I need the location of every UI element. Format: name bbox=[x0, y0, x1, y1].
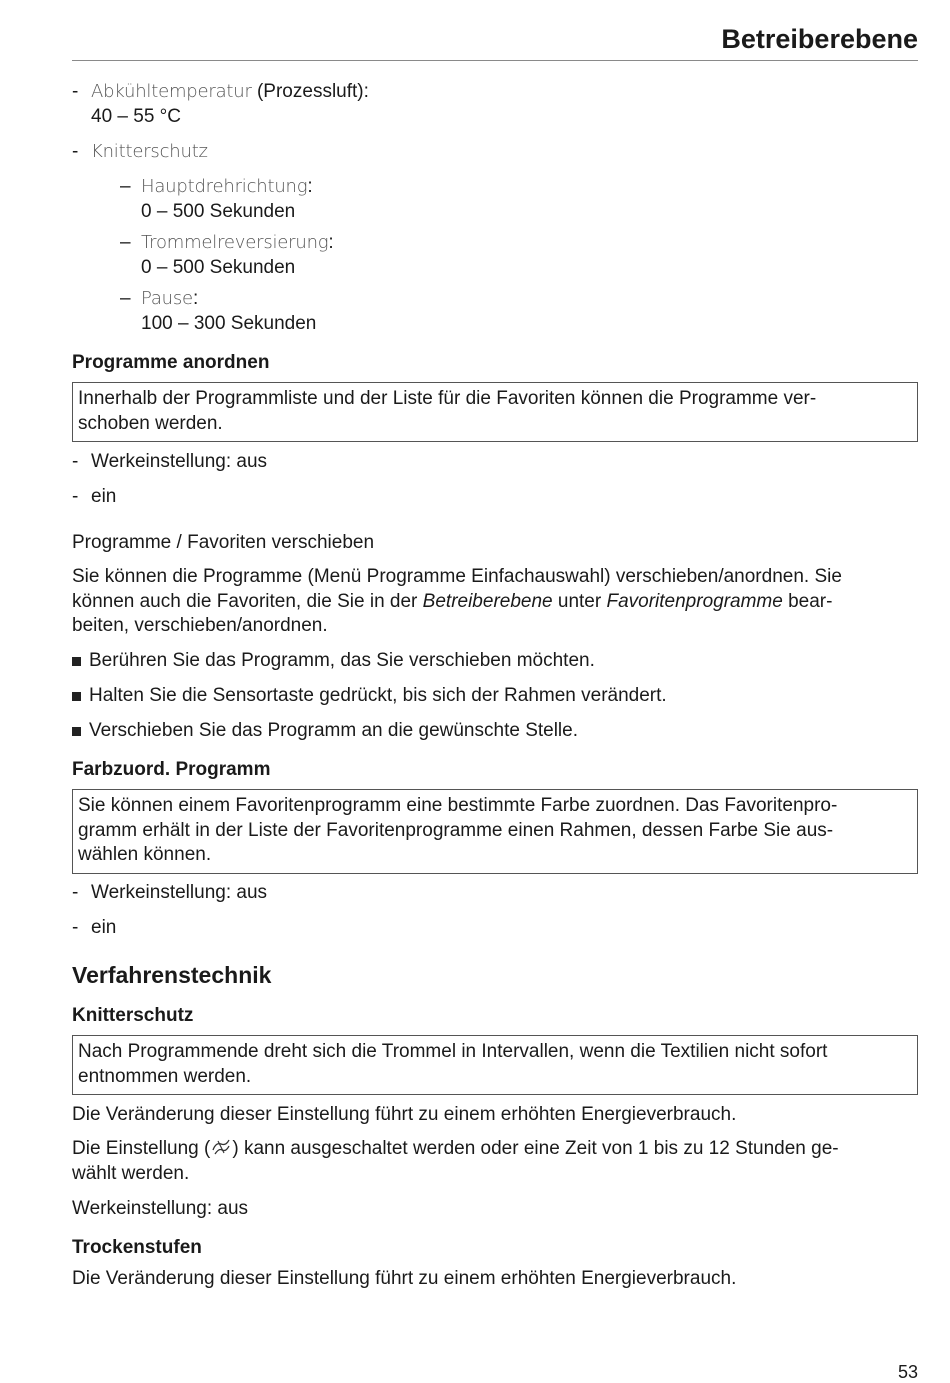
section-heading-programme-anordnen: Programme anordnen bbox=[72, 352, 270, 373]
sublist-item-pause bbox=[141, 287, 198, 311]
sublist-item-value: 100 – 300 Sekunden bbox=[141, 313, 317, 334]
list-item-suffix: (Prozessluft): bbox=[251, 81, 369, 102]
page-header-title: Betreiberebene bbox=[721, 24, 918, 54]
sublist-item-value: 0 – 500 Sekunden bbox=[141, 257, 296, 278]
info-box-line: entnommen werden. bbox=[78, 1065, 252, 1087]
sublist-dash: – bbox=[120, 288, 131, 309]
step-item: Berühren Sie das Programm, das Sie verschieben möchten. bbox=[89, 650, 595, 671]
paragraph-line: beiten, verschieben/anordnen. bbox=[72, 615, 328, 636]
info-box-programme-anordnen bbox=[72, 382, 918, 442]
info-box-line: wählen können. bbox=[78, 844, 212, 865]
list-item-value: 40 – 55 °C bbox=[91, 106, 181, 127]
ui-term: Abkühltemperatur bbox=[91, 81, 252, 102]
option-werkeinstellung: Werkeinstellung: aus bbox=[91, 882, 268, 903]
list-item-abkuehltemperatur bbox=[91, 80, 369, 104]
sublist-item-value: 0 – 500 Sekunden bbox=[141, 201, 296, 222]
list-bullet: - bbox=[72, 141, 79, 162]
header-divider bbox=[72, 60, 918, 61]
paragraph-line bbox=[72, 590, 917, 615]
text-run: können auch die Favoriten, die Sie in der bbox=[72, 590, 423, 612]
info-box-line: Innerhalb der Programmliste und der Liste für die Favoriten können die Programme ver- bbox=[78, 388, 817, 409]
section-heading-trockenstufen: Trockenstufen bbox=[72, 1237, 202, 1258]
list-bullet: - bbox=[72, 451, 79, 472]
crease-guard-icon bbox=[210, 1137, 232, 1157]
ui-term: Pause bbox=[141, 288, 193, 309]
step-item: Verschieben Sie das Programm an die gewünschte Stelle. bbox=[89, 720, 578, 741]
text-run: ) kann ausgeschaltet werden oder eine Zeit von 1 bis zu 12 Stunden ge- bbox=[232, 1138, 839, 1159]
default-setting: Werkeinstellung: aus bbox=[72, 1198, 249, 1219]
step-item: Halten Sie die Sensortaste gedrückt, bis sich der Rahmen verändert. bbox=[89, 685, 667, 706]
subheading-verschieben: Programme / Favoriten verschieben bbox=[72, 532, 375, 553]
paragraph-verschieben bbox=[72, 565, 917, 639]
italic-term: Favoritenprogramme bbox=[606, 590, 783, 612]
info-box-line: schoben werden. bbox=[78, 412, 223, 434]
text-run: bear- bbox=[782, 590, 833, 612]
option-ein: ein bbox=[91, 486, 117, 507]
list-bullet: - bbox=[72, 486, 79, 507]
square-bullet-icon bbox=[72, 692, 81, 701]
paragraph-line: wählt werden. bbox=[72, 1162, 190, 1184]
paragraph-line bbox=[72, 1137, 917, 1162]
square-bullet-icon bbox=[72, 657, 81, 666]
colon: : bbox=[192, 288, 199, 309]
info-box-line: gramm erhält in der Liste der Favoritenprogramme einen Rahmen, dessen Farbe Sie aus- bbox=[78, 819, 834, 841]
list-bullet: - bbox=[72, 917, 79, 938]
page-number: 53 bbox=[897, 1362, 918, 1382]
sublist-dash: – bbox=[120, 232, 131, 253]
section-title-verfahrenstechnik: Verfahrenstechnik bbox=[72, 962, 272, 988]
colon: : bbox=[307, 176, 313, 197]
italic-term: Betreiberebene bbox=[422, 590, 553, 612]
energy-note: Die Veränderung dieser Einstellung führt zu einem erhöhten Energieverbrauch. bbox=[72, 1268, 737, 1289]
paragraph-einstellung bbox=[72, 1137, 917, 1186]
ui-term: Hauptdrehrichtung bbox=[141, 176, 308, 197]
list-bullet: - bbox=[72, 81, 79, 102]
section-heading-knitterschutz: Knitterschutz bbox=[72, 1005, 194, 1026]
colon: : bbox=[328, 232, 334, 253]
square-bullet-icon bbox=[72, 727, 81, 736]
option-ein: ein bbox=[91, 917, 117, 938]
list-bullet: - bbox=[72, 882, 79, 903]
ui-term: Trommelreversierung bbox=[141, 232, 329, 253]
text-run: unter bbox=[552, 590, 607, 612]
section-heading-farbzuord: Farbzuord. Programm bbox=[72, 759, 271, 780]
text-run: Die Einstellung ( bbox=[72, 1138, 211, 1159]
sublist-item-trommelreversierung bbox=[141, 231, 334, 255]
info-box-line: Nach Programmende dreht sich die Trommel in Intervallen, wenn die Textilien nicht sofort bbox=[78, 1041, 828, 1062]
paragraph-line: Sie können die Programme (Menü Programme Einfachauswahl) verschieben/anordnen. Sie bbox=[72, 566, 842, 587]
sublist-item-hauptdrehrichtung bbox=[141, 175, 313, 199]
sublist-dash: – bbox=[120, 176, 131, 197]
info-box-knitterschutz bbox=[72, 1035, 918, 1095]
option-werkeinstellung: Werkeinstellung: aus bbox=[91, 451, 268, 472]
energy-note: Die Veränderung dieser Einstellung führt zu einem erhöhten Energieverbrauch. bbox=[72, 1104, 737, 1125]
info-box-line: Sie können einem Favoritenprogramm eine bestimmte Farbe zuordnen. Das Favoritenpro- bbox=[78, 795, 838, 816]
info-box-farbzuord bbox=[72, 789, 918, 874]
list-item-knitterschutz: Knitterschutz bbox=[91, 141, 208, 162]
